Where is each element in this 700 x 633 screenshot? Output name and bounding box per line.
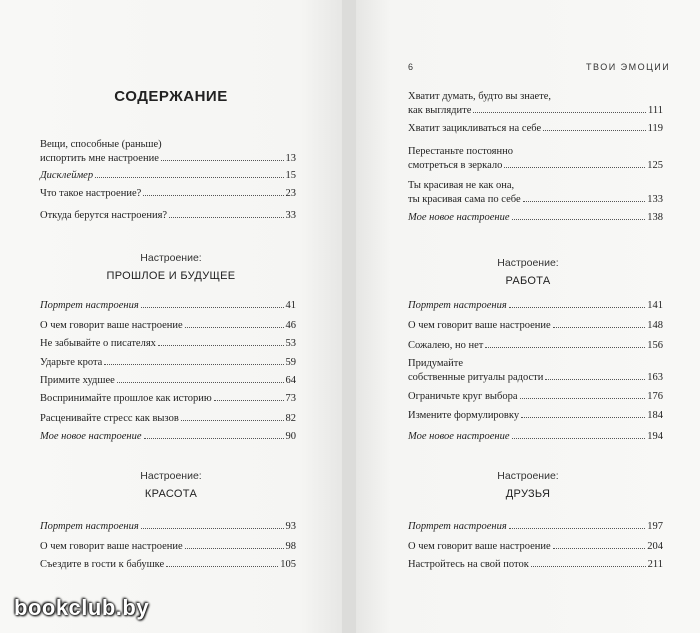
leader-dots: [144, 438, 284, 439]
leader-dots: [104, 364, 283, 365]
toc-entry-line: [40, 540, 296, 554]
toc-page-number: 194: [647, 431, 663, 442]
section-name: ПРОШЛОЕ И БУДУЩЕЕ: [106, 270, 236, 282]
leader-dots: [523, 201, 646, 202]
toc-entry-title: Примите худшее: [40, 375, 115, 386]
toc-page-number: 73: [285, 393, 296, 404]
toc-entry-title: Измените формулировку: [408, 410, 520, 421]
toc-entry-title: Съездите в гости к бабушке: [40, 559, 165, 570]
toc-entry-line: [408, 299, 663, 313]
toc-entry[interactable]: [408, 211, 663, 225]
leader-dots: [485, 347, 645, 348]
toc-entry-title: Портрет настроения: [40, 300, 139, 311]
toc-page-number: 125: [647, 160, 663, 171]
leader-dots: [117, 382, 284, 383]
leader-dots: [158, 345, 284, 346]
leader-dots: [143, 195, 283, 196]
leader-dots: [553, 327, 646, 328]
leader-dots: [521, 417, 645, 418]
toc-entry-line: [40, 430, 296, 444]
toc-entry-line: [408, 193, 663, 207]
toc-entry-title: О чем говорит ваше настроение: [408, 320, 551, 331]
section-heading-work: [356, 254, 700, 290]
toc-page-number: 133: [647, 194, 663, 205]
toc-entry-title: ты красивая сама по себе: [408, 194, 521, 205]
leader-dots: [553, 548, 646, 549]
leader-dots: [504, 167, 645, 168]
toc-entry-title: смотреться в зеркало: [408, 160, 503, 171]
toc-page-number: 141: [647, 300, 663, 311]
toc-page-number: 138: [647, 212, 663, 223]
leader-dots: [512, 219, 646, 220]
toc-entry-line: [40, 520, 296, 534]
toc-entry-line: [408, 371, 663, 385]
leader-dots: [545, 379, 645, 380]
toc-entry-title: О чем говорит ваше настроение: [408, 541, 551, 552]
toc-entry[interactable]: [40, 299, 296, 313]
leader-dots: [141, 307, 284, 308]
toc-entry[interactable]: [408, 409, 663, 423]
toc-entry-title: Ограничьте круг выбора: [408, 391, 518, 402]
toc-entry[interactable]: [408, 357, 663, 385]
toc-entry[interactable]: [408, 558, 663, 572]
toc-entry[interactable]: [408, 390, 663, 404]
toc-entry-title: Портрет настроения: [40, 521, 139, 532]
toc-entry-title: Портрет настроения: [408, 300, 507, 311]
toc-entry-line: [408, 90, 663, 104]
toc-entry[interactable]: [40, 558, 296, 572]
toc-entry-line: [40, 138, 296, 152]
leader-dots: [509, 528, 646, 529]
toc-entry[interactable]: [408, 299, 663, 313]
page-number: 6: [408, 62, 415, 72]
page-title: СОДЕРЖАНИЕ: [114, 88, 228, 105]
toc-entry-line: [408, 211, 663, 225]
toc-entry-title: Перестаньте постоянно: [408, 146, 513, 157]
toc-entry-title: Мое новое настроение: [40, 431, 142, 442]
toc-entry-title: Сожалею, но нет: [408, 340, 484, 351]
toc-entry-line: [408, 390, 663, 404]
toc-entry-line: [40, 412, 296, 426]
leader-dots: [520, 398, 646, 399]
toc-page-number: 156: [647, 340, 663, 351]
toc-entry-title: Настройтесь на свой поток: [408, 559, 529, 570]
leader-dots: [169, 217, 283, 218]
toc-entry[interactable]: [40, 169, 296, 183]
toc-page-number: 53: [285, 338, 296, 349]
toc-entry[interactable]: [40, 187, 296, 201]
section-name: РАБОТА: [505, 275, 551, 287]
leader-dots: [181, 420, 284, 421]
toc-entry-line: [408, 159, 663, 173]
toc-entry-line: [408, 319, 663, 333]
toc-entry[interactable]: [40, 430, 296, 444]
section-heading-friends: [356, 467, 700, 503]
toc-entry-title: Мое новое настроение: [408, 431, 510, 442]
toc-entry-title: Не забывайте о писателях: [40, 338, 156, 349]
toc-entry-title: Вещи, способные (раньше): [40, 139, 162, 150]
toc-entry-title: Хватит зацикливаться на себе: [408, 123, 542, 134]
toc-page-number: 59: [285, 357, 296, 368]
toc-entry-line: [408, 339, 663, 353]
toc-entry-line: [40, 152, 296, 166]
leader-dots: [531, 566, 646, 567]
toc-entry[interactable]: [408, 122, 663, 136]
toc-page-number: 148: [647, 320, 663, 331]
toc-entry[interactable]: [408, 145, 663, 173]
toc-entry[interactable]: [40, 540, 296, 554]
toc-entry-line: [40, 169, 296, 183]
toc-entry[interactable]: [40, 209, 296, 223]
running-head: ТВОИ ЭМОЦИИ: [586, 62, 671, 72]
toc-entry-line: [408, 540, 663, 554]
toc-entry-line: [408, 357, 663, 371]
toc-entry[interactable]: [40, 356, 296, 370]
toc-entry-line: [40, 558, 296, 572]
toc-entry[interactable]: [40, 138, 296, 166]
toc-page-number: 204: [647, 541, 663, 552]
toc-entry-line: [408, 179, 663, 193]
section-kicker: Настроение:: [497, 257, 559, 269]
toc-entry-title: собственные ритуалы радости: [408, 372, 544, 383]
toc-page-number: 15: [285, 170, 296, 181]
toc-entry[interactable]: [40, 520, 296, 534]
section-kicker: Настроение:: [140, 252, 202, 264]
toc-entry[interactable]: [408, 540, 663, 554]
toc-page-number: 13: [285, 153, 296, 164]
toc-entry-title: Портрет настроения: [408, 521, 507, 532]
leader-dots: [161, 160, 284, 161]
toc-entry-line: [408, 122, 663, 136]
book-gutter: [342, 0, 356, 633]
toc-entry[interactable]: [40, 374, 296, 388]
toc-entry[interactable]: [408, 520, 663, 534]
section-kicker: Настроение:: [497, 470, 559, 482]
section-heading-past-future: [0, 249, 342, 285]
toc-page-number: 119: [647, 123, 663, 134]
toc-entry[interactable]: [40, 337, 296, 351]
toc-page-number: 41: [285, 300, 296, 311]
toc-entry-line: [408, 104, 663, 118]
leader-dots: [512, 438, 646, 439]
toc-entry-line: [40, 187, 296, 201]
leader-dots: [543, 130, 645, 131]
toc-entry-line: [408, 558, 663, 572]
toc-entry-line: [408, 145, 663, 159]
toc-page-number: 176: [647, 391, 663, 402]
leader-dots: [214, 400, 284, 401]
leader-dots: [95, 177, 283, 178]
section-heading-beauty: [0, 467, 342, 503]
toc-entry-line: [40, 299, 296, 313]
toc-page-number: 163: [647, 372, 663, 383]
toc-page-number: 98: [285, 541, 296, 552]
leader-dots: [166, 566, 278, 567]
section-name: КРАСОТА: [144, 488, 198, 500]
toc-entry-title: Придумайте: [408, 358, 464, 369]
leader-dots: [509, 307, 646, 308]
toc-page-number: 33: [285, 210, 296, 221]
toc-page-number: 105: [280, 559, 296, 570]
watermark: bookclub.by: [14, 595, 150, 620]
toc-entry[interactable]: [408, 339, 663, 353]
toc-entry-line: [408, 520, 663, 534]
toc-entry-line: [408, 430, 663, 444]
toc-entry-title: Хватит думать, будто вы знаете,: [408, 91, 552, 102]
toc-entry-line: [408, 409, 663, 423]
toc-page-number: 197: [647, 521, 663, 532]
toc-entry-title: испортить мне настроение: [40, 153, 159, 164]
toc-entry[interactable]: [408, 179, 663, 207]
toc-entry-title: О чем говорит ваше настроение: [40, 320, 183, 331]
toc-entry-title: Ударьте крота: [40, 357, 103, 368]
toc-entry-title: Расценивайте стресс как вызов: [40, 413, 179, 424]
toc-entry-title: Ты красивая не как она,: [408, 180, 515, 191]
toc-page-number: 46: [285, 320, 296, 331]
toc-entry-title: как выглядите: [408, 105, 472, 116]
toc-entry[interactable]: [408, 430, 663, 444]
section-kicker: Настроение:: [140, 470, 202, 482]
toc-entry-line: [40, 356, 296, 370]
toc-entry[interactable]: [408, 90, 663, 118]
toc-entry[interactable]: [40, 412, 296, 426]
toc-entry-title: Дисклеймер: [40, 170, 94, 181]
toc-entry-title: Воспринимайте прошлое как историю: [40, 393, 212, 404]
section-name: ДРУЗЬЯ: [505, 488, 551, 500]
leader-dots: [185, 548, 284, 549]
toc-entry-line: [40, 392, 296, 406]
toc-page-number: 82: [285, 413, 296, 424]
leader-dots: [473, 112, 646, 113]
toc-entry-title: Откуда берутся настроения?: [40, 210, 168, 221]
toc-entry-line: [40, 209, 296, 223]
leader-dots: [141, 528, 284, 529]
toc-page-number: 23: [285, 188, 296, 199]
toc-entry-title: О чем говорит ваше настроение: [40, 541, 183, 552]
toc-page-number: 64: [285, 375, 296, 386]
toc-page-number: 211: [647, 559, 663, 570]
toc-entry[interactable]: [40, 392, 296, 406]
toc-page-number: 93: [285, 521, 296, 532]
toc-page-number: 90: [285, 431, 296, 442]
toc-entry-line: [40, 374, 296, 388]
toc-entry-line: [40, 337, 296, 351]
toc-page-number: 184: [647, 410, 663, 421]
toc-entry-line: [40, 319, 296, 333]
toc-entry[interactable]: [40, 319, 296, 333]
toc-entry-title: Мое новое настроение: [408, 212, 510, 223]
leader-dots: [185, 327, 284, 328]
toc-entry[interactable]: [408, 319, 663, 333]
toc-entry-title: Что такое настроение?: [40, 188, 142, 199]
toc-page-number: 111: [648, 105, 663, 116]
